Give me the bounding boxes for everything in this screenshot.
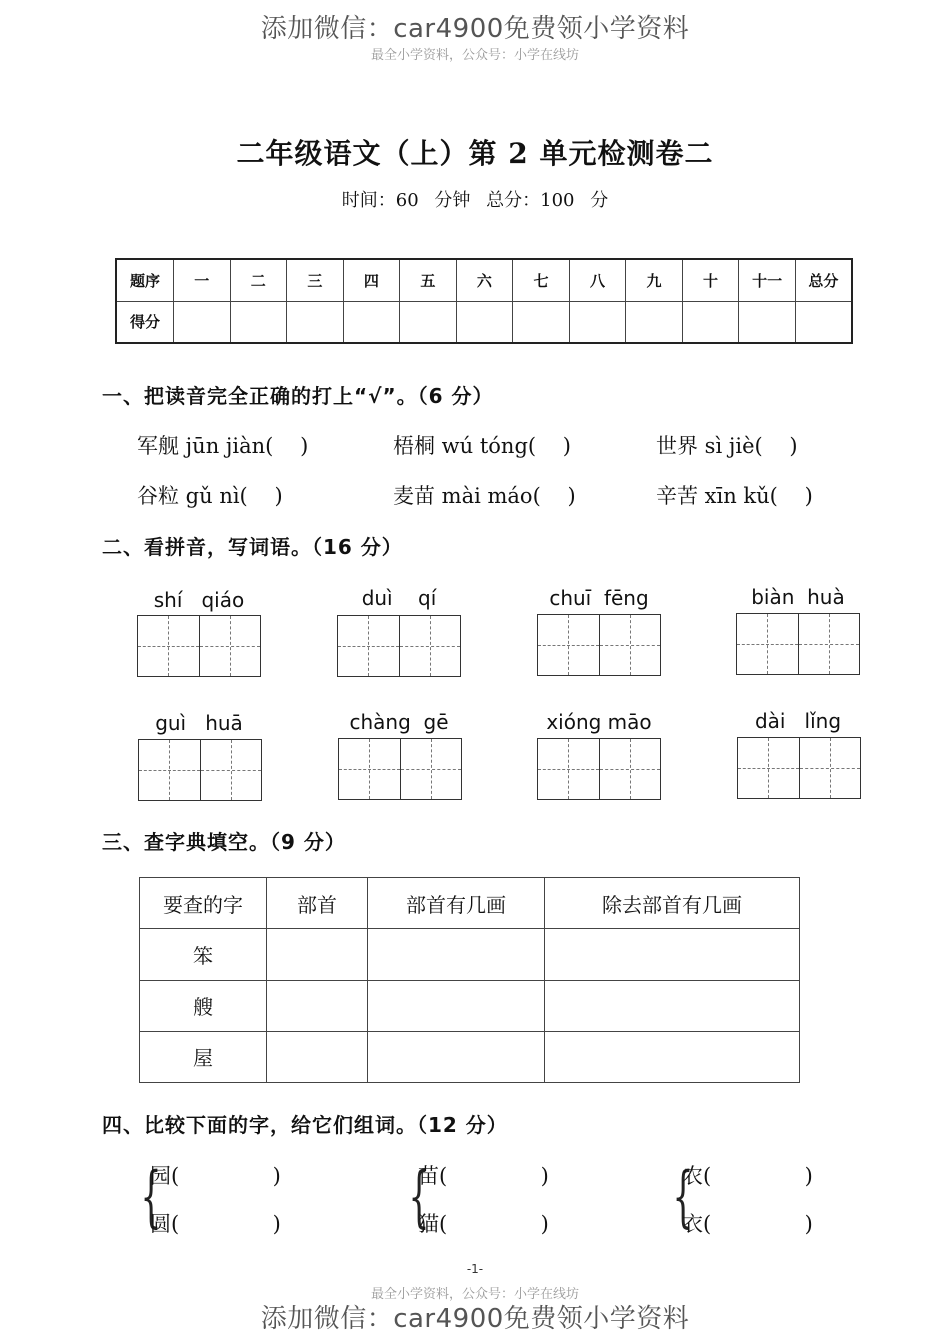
pinyin-prompt: xióng māo [546,710,652,734]
writing-grid[interactable] [138,739,262,801]
dict-char: 艘 [140,980,267,1031]
score-col: 十 [682,259,739,301]
dictionary-row [140,1031,800,1082]
brace-icon: { [672,1158,694,1235]
dict-col-header: 部首有几画 [368,878,545,929]
dictionary-row [140,929,800,980]
word-group-item[interactable]: 衣( ) [682,1212,813,1236]
score-cell[interactable] [400,301,457,343]
dict-answer-cell[interactable] [267,1031,368,1082]
score-table-header-row [116,259,852,301]
section1-heading: 一、把读音完全正确的打上“√”。（6 分） [102,384,494,408]
pinyin-check-item[interactable]: 军舰 jūn jiàn( ) [137,434,309,458]
pinyin-check-item[interactable]: 世界 sì jiè( ) [656,434,798,458]
score-row-label: 题序 [116,259,174,301]
pinyin-prompt: chuī fēng [549,586,649,610]
dict-answer-cell[interactable] [368,980,545,1031]
dict-answer-cell[interactable] [545,1031,800,1082]
dictionary-table [139,877,800,1083]
writing-grid[interactable] [537,614,661,676]
score-col: 九 [626,259,683,301]
word-group-item[interactable]: 农( ) [682,1164,813,1188]
writing-grid[interactable] [537,738,661,800]
section2-heading: 二、看拼音，写词语。（16 分） [102,535,403,559]
score-col: 八 [569,259,626,301]
dict-answer-cell[interactable] [545,929,800,980]
score-cell[interactable] [739,301,796,343]
word-group-item[interactable]: 苗( ) [418,1164,549,1188]
score-table [115,258,853,344]
score-col: 六 [456,259,513,301]
score-cell[interactable] [795,301,852,343]
score-cell[interactable] [230,301,287,343]
score-col: 十一 [739,259,796,301]
word-group-item[interactable]: 圆( ) [150,1212,281,1236]
dict-answer-cell[interactable] [368,929,545,980]
page-title: 二年级语文（上）第 2 单元检测卷二 [236,137,714,170]
pinyin-prompt: biàn huà [751,585,845,609]
dict-col-header: 要查的字 [140,878,267,929]
pinyin-prompt: shí qiáo [153,588,245,612]
score-col: 二 [230,259,287,301]
pinyin-check-item[interactable]: 麦苗 mài máo( ) [393,484,576,508]
pinyin-check-item[interactable]: 辛苦 xīn kǔ( ) [656,484,813,508]
faint-header-note: 最全小学资料，公众号：小学在线坊 [370,48,579,63]
dict-col-header: 部首 [267,878,368,929]
dictionary-row [140,980,800,1031]
score-cell[interactable] [287,301,344,343]
score-row-label: 得分 [116,301,174,343]
pinyin-check-item[interactable]: 梧桐 wú tóng( ) [393,434,571,458]
score-cell[interactable] [343,301,400,343]
pinyin-check-item[interactable]: 谷粒 gǔ nì( ) [137,484,283,508]
writing-grid[interactable] [337,615,461,677]
dict-answer-cell[interactable] [267,929,368,980]
pinyin-prompt: dài lǐng [754,709,842,733]
page-number: -1- [466,1262,484,1276]
score-cell[interactable] [174,301,231,343]
dict-answer-cell[interactable] [267,980,368,1031]
brace-icon: { [408,1158,430,1235]
score-col: 一 [174,259,231,301]
writing-grid[interactable] [736,613,860,675]
score-col: 总分 [795,259,852,301]
score-cell[interactable] [456,301,513,343]
score-col: 五 [400,259,457,301]
dict-answer-cell[interactable] [368,1031,545,1082]
dict-char: 笨 [140,929,267,980]
writing-grid[interactable] [137,615,261,677]
score-col: 三 [287,259,344,301]
faint-footer-note: 最全小学资料，公众号：小学在线坊 [370,1287,579,1302]
writing-grid[interactable] [338,738,462,800]
pinyin-prompt: chàng gē [349,710,449,734]
section3-heading: 三、查字典填空。（9 分） [102,830,346,854]
word-group-item[interactable]: 园( ) [150,1164,281,1188]
dict-answer-cell[interactable] [545,980,800,1031]
dict-char: 屋 [140,1031,267,1082]
word-group-item[interactable]: 猫( ) [418,1212,549,1236]
writing-grid[interactable] [737,737,861,799]
score-col: 四 [343,259,400,301]
watermark-top: 添加微信：car4900免费领小学资料 [260,14,690,44]
exam-info: 时间：60 分钟 总分：100 分 [341,190,609,211]
score-cell[interactable] [513,301,570,343]
score-cell[interactable] [626,301,683,343]
pinyin-prompt: guì huā [155,711,243,735]
score-table-score-row [116,301,852,343]
brace-icon: { [140,1158,162,1235]
pinyin-prompt: duì qí [361,586,437,610]
score-cell[interactable] [569,301,626,343]
score-cell[interactable] [682,301,739,343]
section4-heading: 四、比较下面的字，给它们组词。（12 分） [102,1113,508,1137]
watermark-bottom: 添加微信：car4900免费领小学资料 [260,1304,690,1334]
dictionary-header-row [140,878,800,929]
dict-col-header: 除去部首有几画 [545,878,800,929]
score-col: 七 [513,259,570,301]
